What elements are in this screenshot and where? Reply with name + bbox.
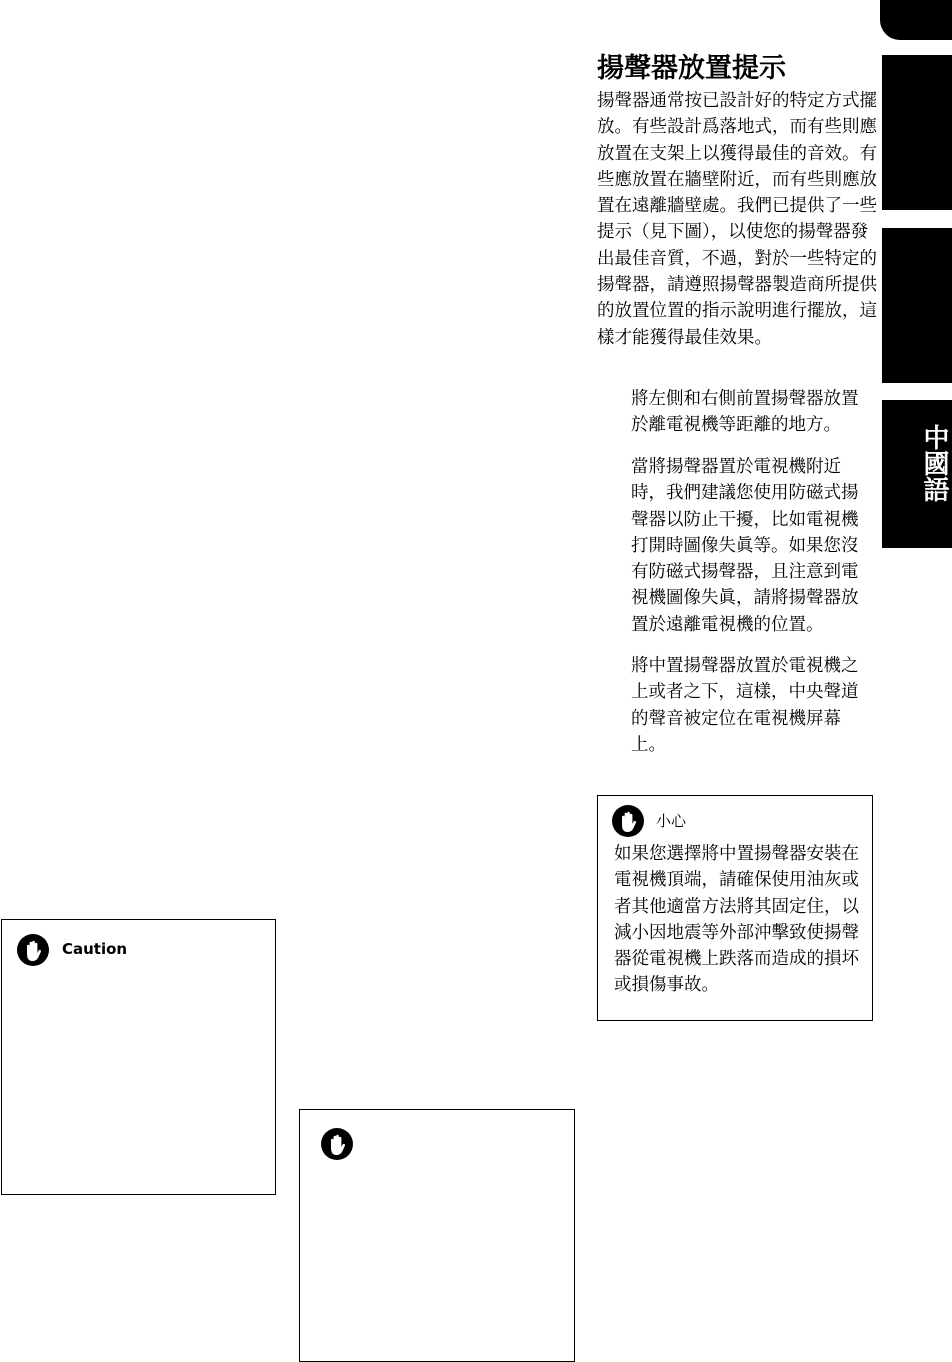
caution-box-english [1,919,276,1195]
bullet-list [631,653,871,758]
caution-box-chinese [597,795,873,1021]
side-tab-section-2 [882,228,952,383]
bullet-list [631,386,871,439]
caution-label: 小心 [656,812,687,830]
list-item: 將左側和右側前置揚聲器放置於離電視機等距離的地方。 [631,389,859,436]
caution-hand-icon [612,805,644,837]
caution-box-blank [299,1109,575,1362]
side-tab-section-1 [882,55,952,210]
side-tab-language [882,400,952,548]
caution-hand-icon [17,934,49,966]
list-item: 將中置揚聲器放置於電視機之上或者之下，這樣，中央聲道的聲音被定位在電視機屏幕上。 [631,656,859,755]
language-tab-label: 中國語 [919,424,949,502]
section-title: 揚聲器放置提示 [597,53,786,84]
list-item: 當將揚聲器置於電視機附近時，我們建議您使用防磁式揚聲器以防止干擾，比如電視機打開時圖像失眞等。如果您沒有防磁式揚聲器，且注意到電視機圖像失眞，請將揚聲器放置於遠離電視機的位置。 [631,457,859,635]
caution-hand-icon [321,1128,353,1160]
caution-label: Caution [62,940,128,958]
bullet-list [631,454,871,638]
caution-text: 如果您選擇將中置揚聲器安裝在電視機頂端，請確保使用油灰或者其他適當方法將其固定住，以減小因地震等外部沖擊致使揚聲器從電視機上跌落而造成的損坏或損傷事故。 [614,844,859,996]
intro-paragraph: 揚聲器通常按已設計好的特定方式擺放。有些設計爲落地式，而有些則應放置在支架上以獲得最佳的音效。有些應放置在牆壁附近，而有些則應放置在遠離牆壁處。我們已提供了一些提示（見下圖），以使您的揚聲器發出最佳音質，不過，對於一些特定的揚聲器，請遵照揚聲器製造商所提供的放置位置的指示說明進行擺放，這樣才能獲得最佳效果。 [597,91,877,348]
top-tab-marker [880,0,952,40]
